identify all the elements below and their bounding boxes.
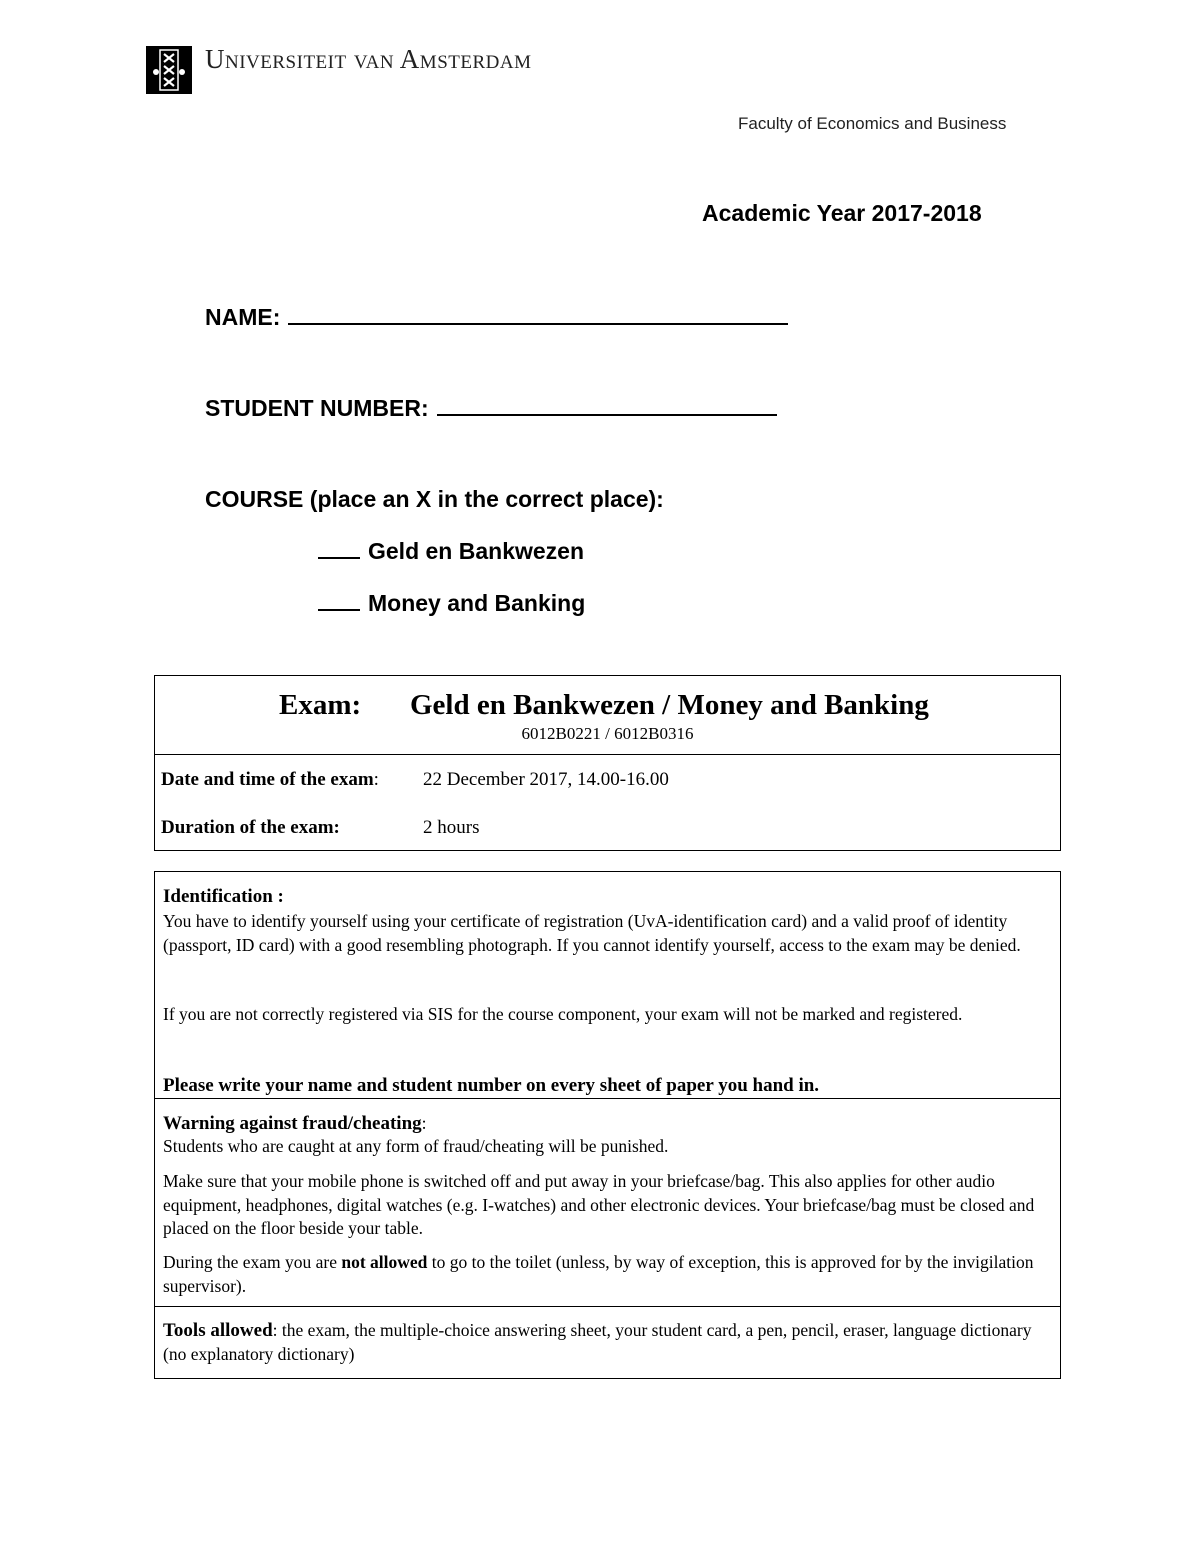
warning-text-3-after: to go to the toilet (unless, by way of exception, this is approved for by the invigilation supervisor).	[163, 1252, 1034, 1296]
exam-info-box	[154, 675, 1061, 851]
university-name: Universiteit van Amsterdam	[205, 44, 532, 74]
identification-text-2: If you are not correctly registered via SIS for the course component, your exam will not be marked and registered.	[163, 1004, 963, 1024]
warning-heading-colon: :	[421, 1113, 427, 1133]
name-label: NAME:	[205, 304, 281, 330]
student-number-blank[interactable]	[437, 414, 777, 416]
warning-text-3-before: During the exam you are	[163, 1252, 342, 1272]
warning-text-3	[163, 1251, 1055, 1298]
identification-section	[155, 872, 1060, 1098]
warning-text-3-bold: not allowed	[341, 1252, 428, 1272]
course-option-label: Geld en Bankwezen	[368, 538, 585, 564]
tools-text	[163, 1319, 1055, 1366]
tools-label: Tools allowed	[163, 1320, 273, 1341]
tools-list: : the exam, the multiple-choice answering sheet, your student card, a pen, pencil, eraser, language dictionary (no explanatory dictionary)	[163, 1320, 1032, 1364]
name-blank[interactable]	[288, 323, 788, 325]
uva-crosses-icon	[146, 46, 192, 94]
course-option-geld[interactable]	[318, 538, 584, 565]
identification-text-1: You have to identify yourself using your certificate of registration (UvA-identification card) and a valid proof of identity (passport, ID card) with a good resembling photograph. If you cannot identify yourself, access to the exam may be denied.	[163, 911, 1021, 955]
student-number-label: STUDENT NUMBER:	[205, 395, 429, 421]
exam-duration-value: 2 hours	[423, 817, 480, 838]
exam-date-colon: :	[373, 769, 379, 790]
uva-logo	[146, 46, 192, 94]
academic-year: Academic Year 2017-2018	[702, 200, 982, 226]
warning-section	[155, 1098, 1060, 1307]
faculty-name: Faculty of Economics and Business	[738, 114, 1007, 133]
warning-heading-line	[163, 1112, 1055, 1136]
identification-heading: Identification :	[163, 886, 284, 907]
exam-codes: 6012B0221 / 6012B0316	[521, 724, 694, 743]
warning-heading: Warning against fraud/cheating	[163, 1113, 422, 1134]
tools-section	[155, 1306, 1060, 1379]
exam-title: Geld en Bankwezen / Money and Banking	[410, 689, 929, 721]
warning-text-2: Make sure that your mobile phone is switched off and put away in your briefcase/bag. This also applies for other audio equipment, headphones, digital watches (e.g. I-watches) and other electronic devices. Your briefcase/bag must be closed and placed on the floor beside your table.	[163, 1171, 1035, 1238]
exam-header	[155, 676, 1060, 755]
name-field[interactable]	[205, 304, 788, 331]
course-label: COURSE (place an X in the correct place):	[205, 486, 664, 512]
exam-duration-label: Duration of the exam:	[161, 817, 340, 838]
exam-rules-box	[154, 871, 1061, 1379]
student-number-field[interactable]	[205, 395, 777, 422]
course-option-label: Money and Banking	[368, 590, 586, 616]
exam-date-value: 22 December 2017, 14.00-16.00	[423, 769, 669, 790]
course-option-blank[interactable]	[318, 609, 360, 611]
course-option-blank[interactable]	[318, 557, 360, 559]
identification-instruction: Please write your name and student number on every sheet of paper you hand in.	[163, 1075, 820, 1096]
warning-text-1: Students who are caught at any form of fraud/cheating will be punished.	[163, 1136, 669, 1156]
course-option-money[interactable]	[318, 590, 585, 617]
exam-date-label: Date and time of the exam	[161, 769, 374, 790]
exam-date-row	[161, 769, 379, 791]
exam-label: Exam:	[279, 689, 362, 721]
